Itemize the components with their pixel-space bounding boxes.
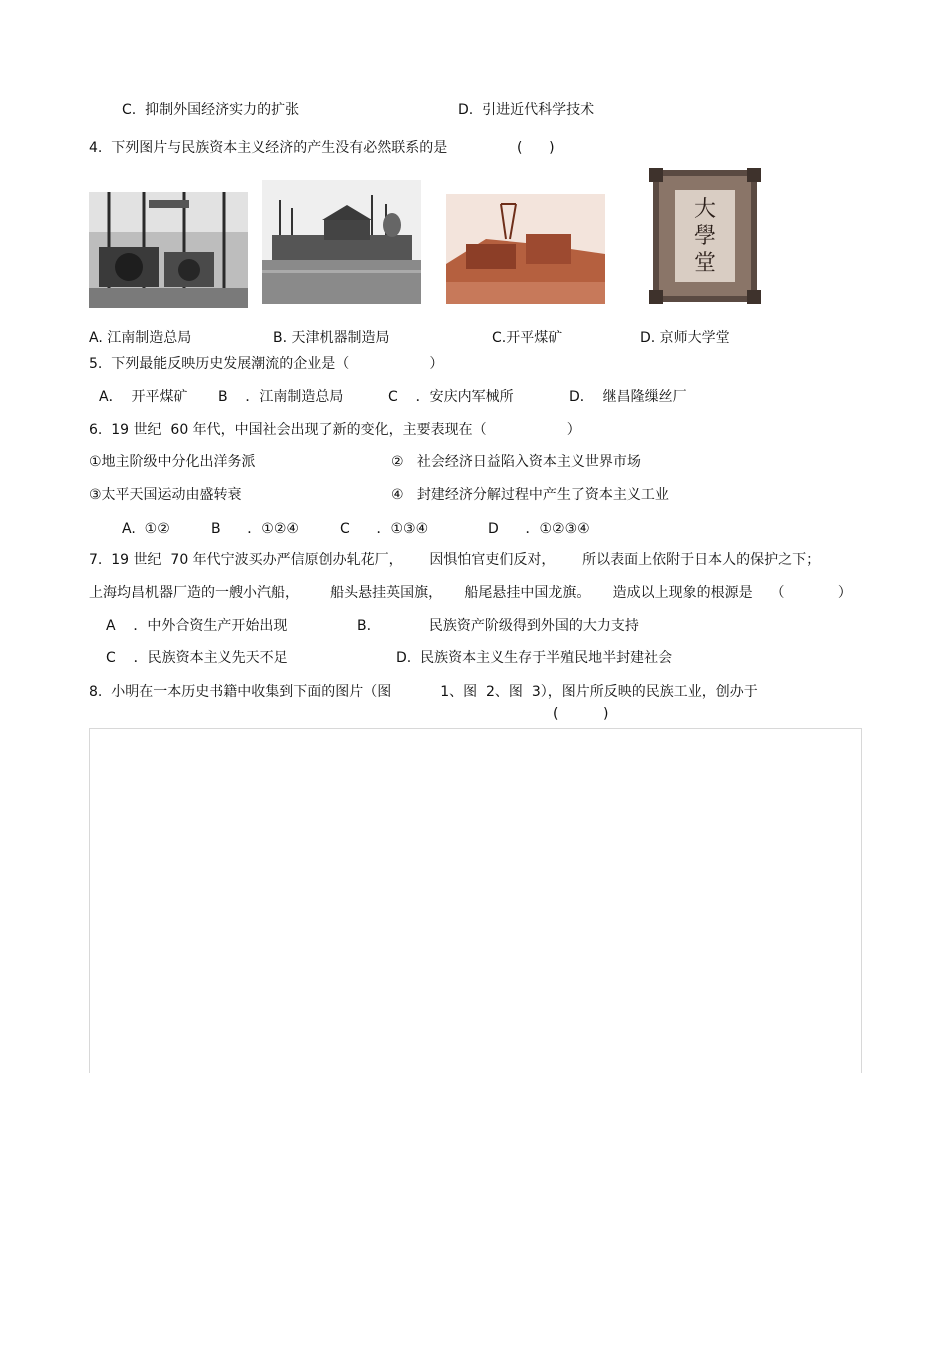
- q4-caption-b: B. 天津机器制造局: [273, 330, 390, 346]
- q3-option-c: C. 抑制外国经济实力的扩张: [122, 102, 300, 118]
- q3-option-d: D. 引进近代科学技术: [458, 102, 595, 118]
- q6-option-b: B ．①②④: [211, 521, 299, 537]
- q5-option-a: A． 开平煤矿: [99, 389, 188, 405]
- q5-option-d: D． 继昌隆缫丝厂: [569, 389, 687, 405]
- plaque-text: 大學堂: [693, 197, 716, 276]
- q6-option-d: D ．①②③④: [488, 521, 590, 537]
- q7-option-d: D. 民族资本主义生存于半殖民地半封建社会: [396, 650, 673, 666]
- q6-option-c: C ．①③④: [340, 521, 429, 537]
- q4-stem: 4. 下列图片与民族资本主义经济的产生没有必然联系的是: [89, 140, 448, 156]
- q6-item-2: ② 社会经济日益陷入资本主义世界市场: [391, 454, 641, 470]
- q7-option-a: A ．中外合资生产开始出现: [106, 618, 288, 634]
- photo-jiangnan-arsenal: [89, 192, 248, 308]
- q6-item-3: ③太平天国运动由盛转衰: [89, 487, 242, 503]
- q6-option-a: A. ①②: [122, 521, 170, 537]
- q5-stem: 5. 下列最能反映历史发展潮流的企业是（ ）: [89, 356, 444, 372]
- q5-option-c: C ．安庆内军械所: [388, 389, 514, 405]
- photo-tianjin-machine-bureau: [262, 180, 421, 304]
- photo-kaiping-coal-mine: [446, 194, 605, 304]
- q7-option-b: B. 民族资产阶级得到外国的大力支持: [357, 618, 639, 634]
- q4-caption-c: C.开平煤矿: [492, 330, 563, 346]
- q8-answer-bracket: ( ): [553, 706, 609, 722]
- q4-caption-a: A. 江南制造总局: [89, 330, 192, 346]
- q7-stem-line-2: 上海均昌机器厂造的一艘小汽船， 船头悬挂英国旗， 船尾悬挂中国龙旗。 造成以上现象的根源是 （ ）: [89, 585, 852, 601]
- figure-placeholder-box: [89, 728, 862, 1073]
- q8-stem: 8. 小明在一本历史书籍中收集到下面的图片（图 1、图 2、图 3），图片所反映的民族工业，创办于: [89, 684, 758, 700]
- q6-item-4: ④ 封建经济分解过程中产生了资本主义工业: [391, 487, 669, 503]
- q5-option-b: B ．江南制造总局: [218, 389, 344, 405]
- q7-stem-line-1: 7. 19 世纪 70 年代宁波买办严信原创办轧花厂， 因惧怕官吏们反对， 所以表面上依附于日本人的保护之下；: [89, 552, 821, 568]
- q4-caption-d: D. 京师大学堂: [640, 330, 730, 346]
- q7-option-c: C ．民族资本主义先天不足: [106, 650, 288, 666]
- q4-answer-bracket: ( ): [517, 140, 555, 156]
- photo-imperial-university-plaque: [649, 168, 761, 304]
- q6-stem: 6. 19 世纪 60 年代，中国社会出现了新的变化，主要表现在（ ）: [89, 422, 581, 438]
- q6-item-1: ①地主阶级中分化出洋务派: [89, 454, 256, 470]
